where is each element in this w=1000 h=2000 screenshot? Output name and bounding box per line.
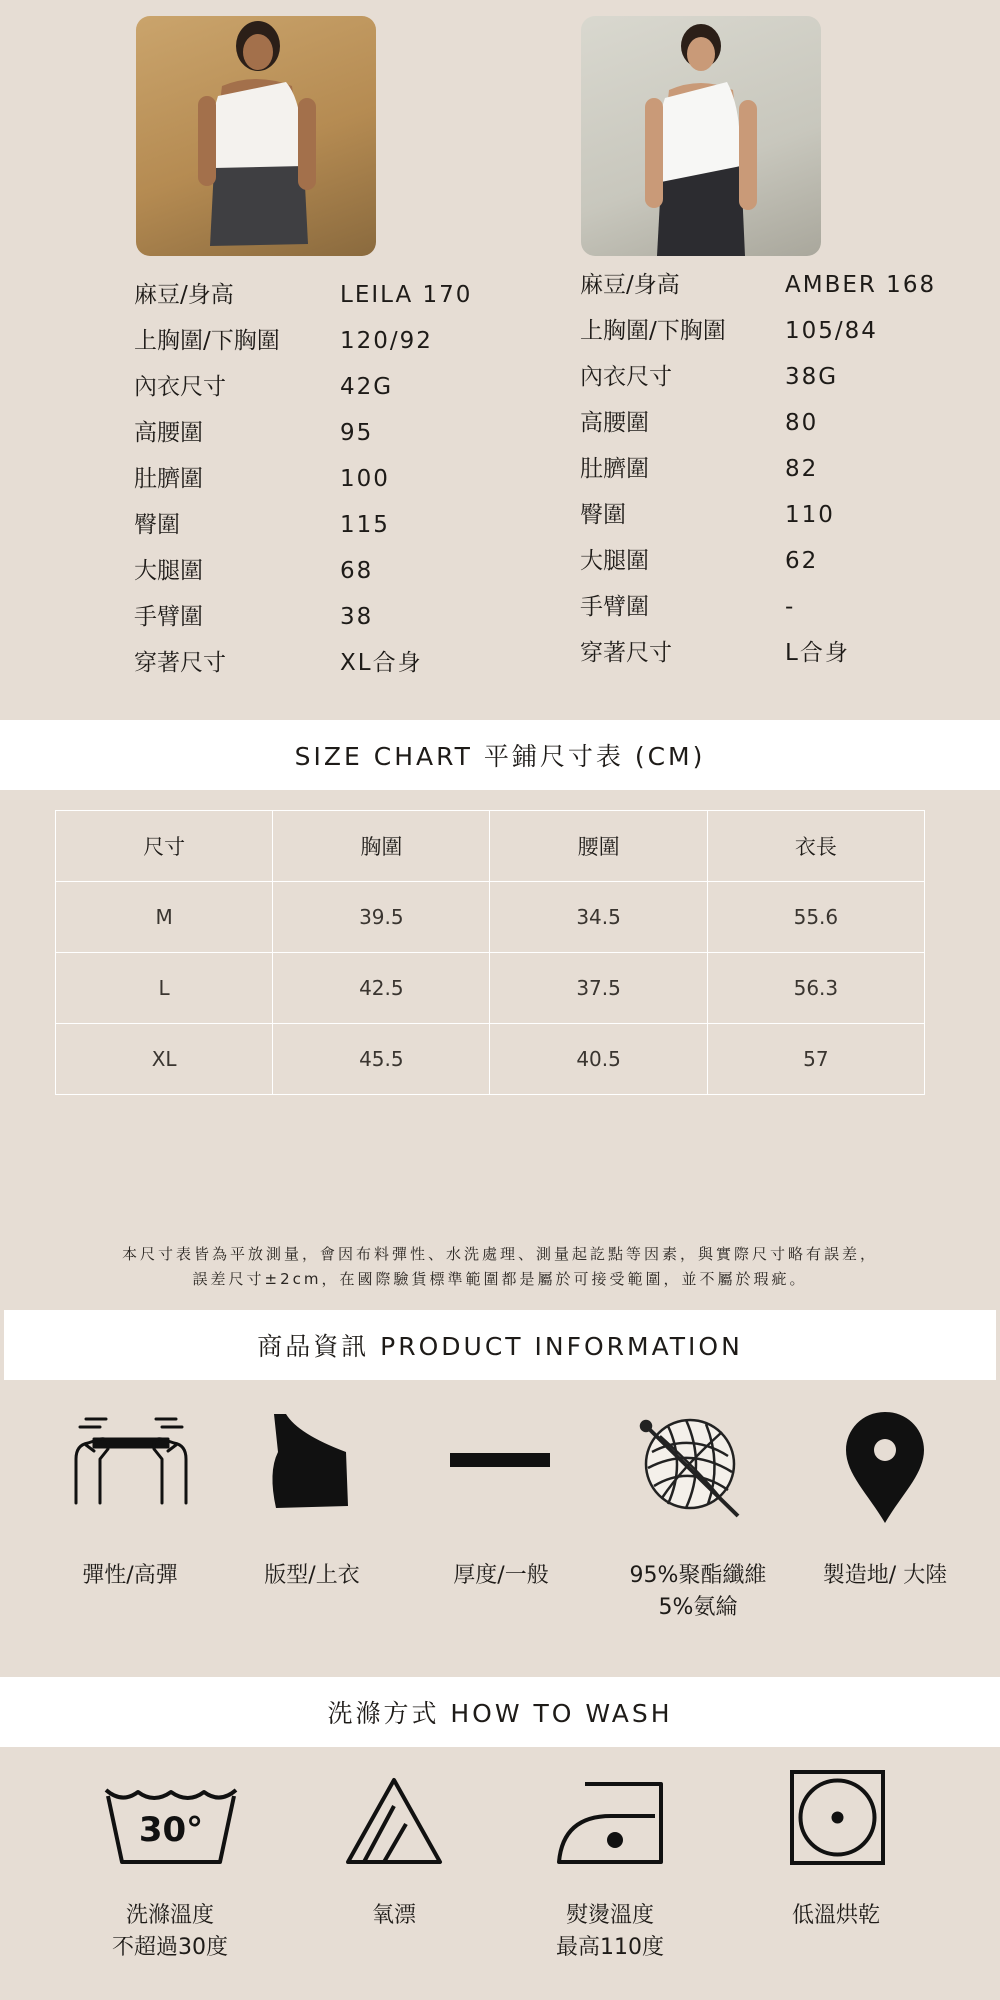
spec-value: 105/84 (785, 318, 878, 344)
spec-value: 68 (340, 558, 374, 584)
spec-caption-material: 95%聚酯纖維 5%氨綸 (629, 1563, 767, 1620)
table-header-row (56, 811, 925, 882)
spec-caption-thickness: 厚度/一般 (453, 1563, 549, 1588)
bleach-triangle-icon (344, 1776, 444, 1866)
wash-tub-icon (104, 1784, 238, 1866)
spec-value: 95 (340, 420, 374, 446)
column-header: 尺寸 (56, 811, 273, 882)
table-cell: 39.5 (273, 882, 490, 953)
column-header: 腰圍 (490, 811, 707, 882)
spec-value: - (785, 594, 796, 620)
table-row (56, 1024, 925, 1095)
location-pin-icon (844, 1410, 926, 1525)
spec-label: 麻豆/身高 (134, 282, 234, 308)
product-info-title: 商品資訊 PRODUCT INFORMATION (4, 1310, 996, 1380)
spec-label: 內衣尺寸 (134, 374, 226, 400)
size-chart-title: SIZE CHART 平鋪尺寸表 (CM) (0, 720, 1000, 790)
table-cell: 45.5 (273, 1024, 490, 1095)
column-header: 胸圍 (273, 811, 490, 882)
one-shoulder-top-icon (268, 1412, 350, 1510)
table-cell: 40.5 (490, 1024, 707, 1095)
spec-caption-fit: 版型/上衣 (264, 1563, 360, 1588)
yarn-ball-icon (638, 1412, 748, 1522)
spec-value: 80 (785, 410, 819, 436)
spec-label: 穿著尺寸 (580, 640, 672, 666)
table-cell: L (56, 953, 273, 1024)
model-photo-leila (136, 16, 376, 256)
model-specs-leila (134, 280, 514, 700)
spec-value: LEILA 170 (340, 282, 473, 308)
spec-label: 肚臍圍 (580, 456, 649, 482)
stretch-icon (70, 1415, 192, 1507)
spec-value: 62 (785, 548, 819, 574)
spec-value: 120/92 (340, 328, 433, 354)
spec-value: 82 (785, 456, 819, 482)
spec-value: 115 (340, 512, 390, 538)
size-note-line1: 本尺寸表皆為平放測量，會因布料彈性、水洗處理、測量起訖點等因素，與實際尺寸略有誤差， (121, 1245, 878, 1263)
spec-label: 肚臍圍 (134, 466, 203, 492)
spec-label: 大腿圍 (580, 548, 649, 574)
table-row (56, 953, 925, 1024)
spec-label: 手臂圍 (134, 604, 203, 630)
size-table (55, 810, 925, 1095)
spec-label: 大腿圍 (134, 558, 203, 584)
tumble-dry-low-icon (790, 1770, 885, 1865)
spec-label: 麻豆/身高 (580, 272, 680, 298)
spec-label: 內衣尺寸 (580, 364, 672, 390)
model-specs-amber (580, 270, 980, 690)
table-cell: XL (56, 1024, 273, 1095)
table-cell: 57 (707, 1024, 924, 1095)
spec-label: 穿著尺寸 (134, 650, 226, 676)
spec-caption-origin: 製造地/ 大陸 (822, 1563, 948, 1588)
spec-value: 38 (340, 604, 374, 630)
table-cell: 56.3 (707, 953, 924, 1024)
spec-label: 臀圍 (580, 502, 626, 528)
wash-temp-label: 30° (138, 1810, 204, 1850)
column-header: 衣長 (707, 811, 924, 882)
wash-caption-temperature: 洗滌溫度 不超過30度 (112, 1903, 228, 1960)
table-cell: 42.5 (273, 953, 490, 1024)
size-note-line2: 誤差尺寸±2cm，在國際驗貨標準範圍都是屬於可接受範圍，並不屬於瑕疵。 (192, 1270, 808, 1288)
table-cell: 34.5 (490, 882, 707, 953)
model-photo-amber (581, 16, 821, 256)
spec-value: 38G (785, 364, 839, 390)
iron-icon (555, 1780, 665, 1866)
spec-value: 110 (785, 502, 835, 528)
spec-label: 手臂圍 (580, 594, 649, 620)
table-cell: 37.5 (490, 953, 707, 1024)
wash-caption-bleach: 氧漂 (371, 1903, 416, 1928)
spec-label: 上胸圍/下胸圍 (580, 318, 726, 344)
table-cell: M (56, 882, 273, 953)
wash-caption-dry: 低溫烘乾 (791, 1903, 880, 1928)
wash-title: 洗滌方式 HOW TO WASH (0, 1677, 1000, 1747)
spec-value: L合身 (785, 640, 850, 666)
spec-value: AMBER 168 (785, 272, 937, 298)
spec-value: 100 (340, 466, 390, 492)
spec-caption-stretch: 彈性/高彈 (82, 1563, 178, 1588)
thickness-line-icon (450, 1453, 550, 1467)
size-note (20, 1242, 980, 1292)
spec-label: 高腰圍 (580, 410, 649, 436)
spec-value: XL合身 (340, 650, 423, 676)
wash-caption-iron: 熨燙溫度 最高110度 (556, 1903, 664, 1960)
spec-label: 上胸圍/下胸圍 (134, 328, 280, 354)
spec-label: 臀圍 (134, 512, 180, 538)
spec-value: 42G (340, 374, 394, 400)
table-cell: 55.6 (707, 882, 924, 953)
table-row (56, 882, 925, 953)
spec-label: 高腰圍 (134, 420, 203, 446)
